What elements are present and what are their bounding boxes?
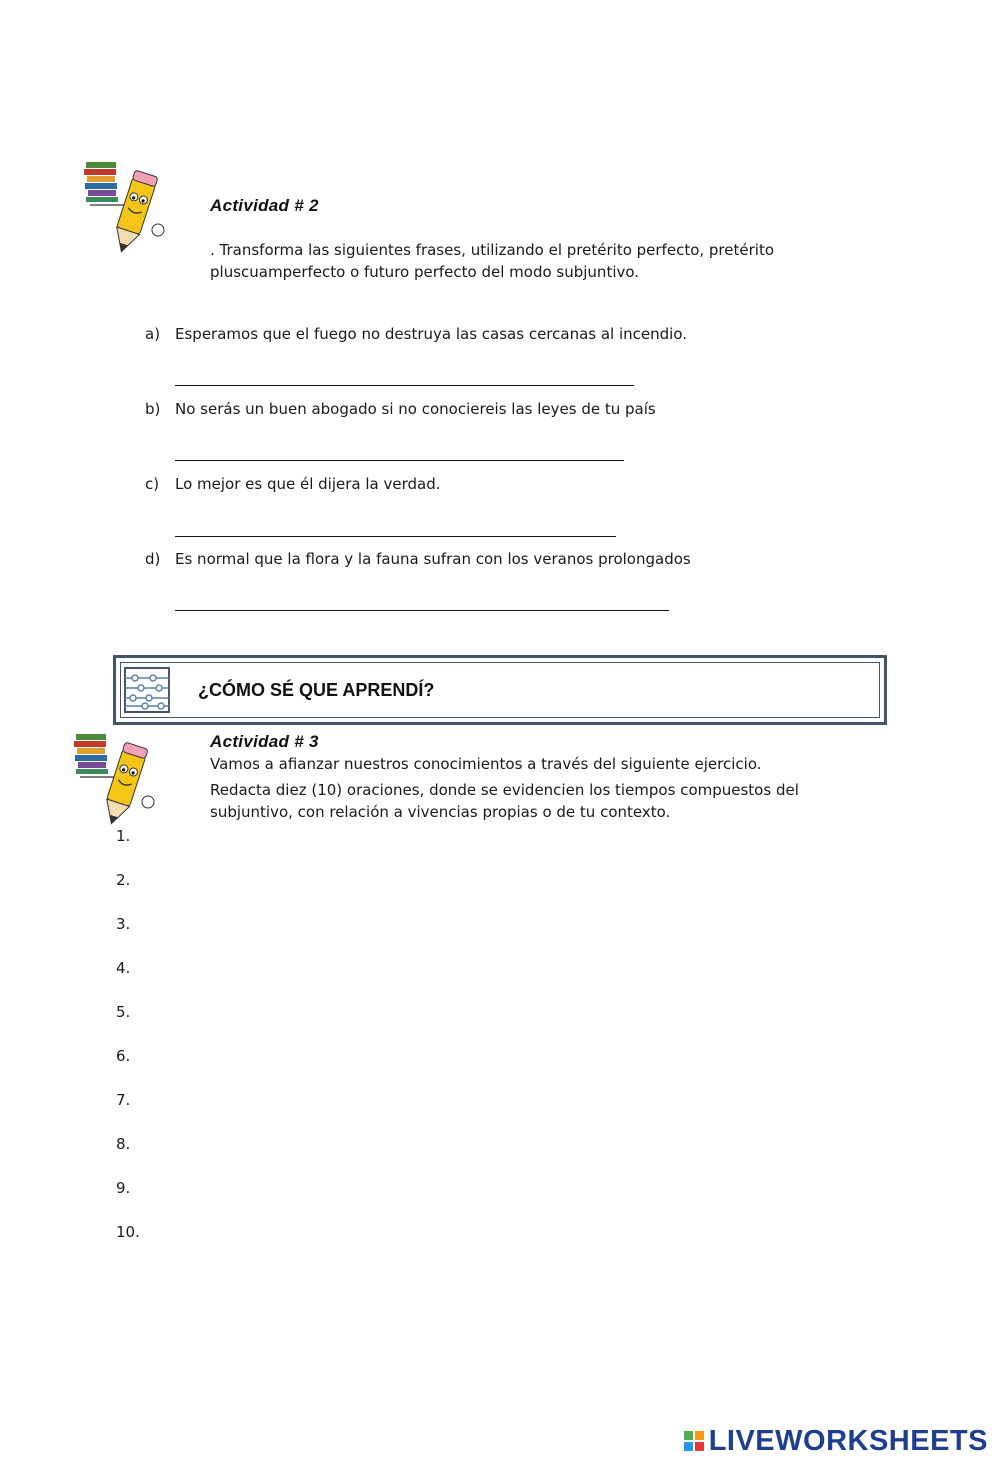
activity-2-instruction-line-1: . Transforma las siguientes frases, utilizando el pretérito perfecto, pretérito bbox=[210, 241, 775, 259]
activity-2-title: Actividad # 2 bbox=[210, 196, 319, 215]
section-banner bbox=[113, 655, 887, 725]
pencil-mascot-illustration-2 bbox=[70, 730, 160, 834]
item-text-a: Esperamos que el fuego no destruya las casas cercanas al incendio. bbox=[175, 325, 688, 343]
item-text-c: Lo mejor es que él dijera la verdad. bbox=[175, 475, 441, 493]
activity-2-instruction-line-2: pluscuamperfecto o futuro perfecto del modo subjuntivo. bbox=[210, 263, 640, 281]
logo-blocks-icon bbox=[684, 1431, 704, 1451]
answer-number-5: 5. bbox=[116, 1003, 131, 1021]
answer-number-7: 7. bbox=[116, 1091, 131, 1109]
answer-line-d[interactable] bbox=[175, 610, 669, 611]
activity-3-line-2: Redacta diez (10) oraciones, donde se evidencien los tiempos compuestos del bbox=[210, 781, 799, 799]
pencil-mascot-illustration bbox=[80, 158, 170, 262]
abacus-icon bbox=[123, 666, 171, 714]
activity-3-title: Actividad # 3 bbox=[210, 732, 319, 751]
item-letter-a: a) bbox=[145, 325, 161, 343]
liveworksheets-logo bbox=[684, 1424, 988, 1458]
activity-3-line-1: Vamos a afianzar nuestros conocimientos a través del siguiente ejercicio. bbox=[210, 755, 762, 773]
answer-number-1: 1. bbox=[116, 827, 131, 845]
activity-3-line-3: subjuntivo, con relación a vivencias propias o de tu contexto. bbox=[210, 803, 671, 821]
item-letter-d: d) bbox=[145, 550, 161, 568]
answer-line-b[interactable] bbox=[175, 460, 624, 461]
logo-brand-text: LIVEWORKSHEETS bbox=[708, 1424, 988, 1457]
answer-line-c[interactable] bbox=[175, 536, 616, 537]
banner-title: ¿CÓMO SÉ QUE APRENDÍ? bbox=[198, 680, 435, 700]
answer-line-a[interactable] bbox=[175, 385, 634, 386]
answer-number-3: 3. bbox=[116, 915, 131, 933]
item-letter-c: c) bbox=[145, 475, 160, 493]
answer-number-9: 9. bbox=[116, 1179, 131, 1197]
answer-number-8: 8. bbox=[116, 1135, 131, 1153]
answer-number-6: 6. bbox=[116, 1047, 131, 1065]
item-letter-b: b) bbox=[145, 400, 161, 418]
answer-number-10: 10. bbox=[116, 1223, 140, 1241]
item-text-d: Es normal que la flora y la fauna sufran con los veranos prolongados bbox=[175, 550, 691, 568]
item-text-b: No serás un buen abogado si no conociereis las leyes de tu país bbox=[175, 400, 656, 418]
answer-number-2: 2. bbox=[116, 871, 131, 889]
answer-number-4: 4. bbox=[116, 959, 131, 977]
